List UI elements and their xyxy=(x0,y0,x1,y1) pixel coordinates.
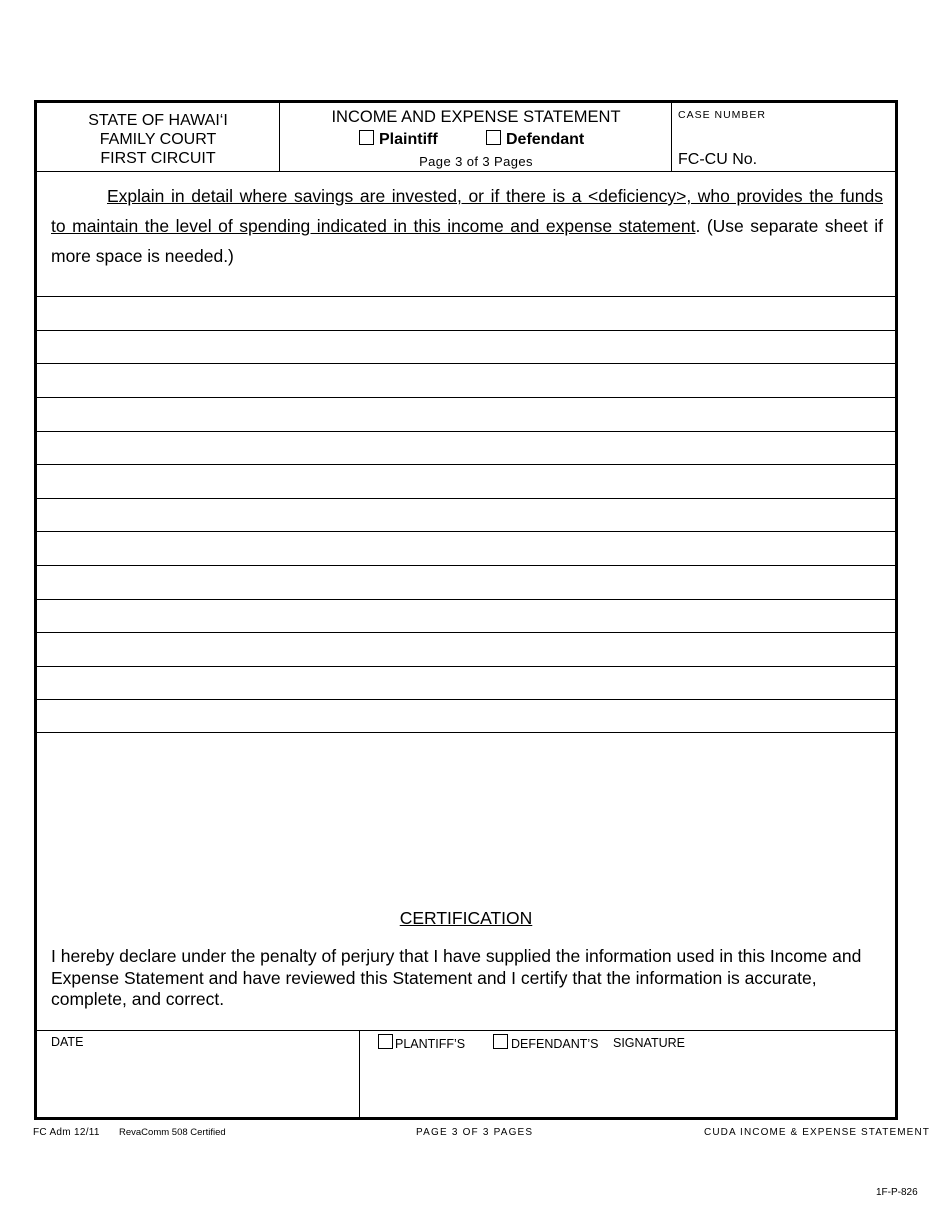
footer-certification: RevaComm 508 Certified xyxy=(119,1127,226,1138)
signature-field[interactable] xyxy=(361,1031,895,1118)
writing-line[interactable] xyxy=(37,599,895,600)
signature-label: SIGNATURE xyxy=(613,1036,685,1050)
footer-form-name: CUDA INCOME & EXPENSE STATEMENT xyxy=(704,1127,930,1138)
writing-line[interactable] xyxy=(37,666,895,667)
writing-line[interactable] xyxy=(37,397,895,398)
writing-line[interactable] xyxy=(37,699,895,700)
date-label: DATE xyxy=(51,1035,84,1049)
court-cell xyxy=(37,103,280,171)
defendant-label: Defendant xyxy=(506,131,585,148)
case-number-label: CASE NUMBER xyxy=(678,109,767,121)
writing-line[interactable] xyxy=(37,531,895,532)
footer-page-info: PAGE 3 OF 3 PAGES xyxy=(416,1127,534,1138)
signature-plaintiff-checkbox[interactable] xyxy=(378,1034,393,1049)
instructions-underlined-2: to maintain the level of spending indicated in this income and expense statement xyxy=(51,216,696,236)
certification-text: I hereby declare under the penalty of perjury that I have supplied the information used in this Income and Expense Statement and have reviewed this Statement and I certify that the information is accurate, complete, and correct. xyxy=(51,946,862,1009)
signature-defendant-option[interactable] xyxy=(493,1034,599,1051)
instructions-underlined-1: Explain in detail where savings are invested, or if there is a <deficiency>, who provides the funds xyxy=(107,186,883,206)
writing-line[interactable] xyxy=(37,464,895,465)
writing-line[interactable] xyxy=(37,565,895,566)
certification-heading: CERTIFICATION xyxy=(399,908,533,928)
case-number-field[interactable]: FC-CU No. xyxy=(678,151,758,168)
date-field[interactable] xyxy=(37,1031,360,1118)
title-cell xyxy=(281,103,672,171)
writing-line[interactable] xyxy=(37,498,895,499)
form-title: INCOME AND EXPENSE STATEMENT xyxy=(331,108,621,126)
footer-form-id: FC Adm 12/11 xyxy=(33,1127,100,1138)
writing-line[interactable] xyxy=(37,632,895,633)
defendant-checkbox[interactable] xyxy=(486,130,501,145)
plaintiff-checkbox[interactable] xyxy=(359,130,374,145)
defendant-option[interactable] xyxy=(486,130,584,149)
writing-line[interactable] xyxy=(37,732,895,733)
writing-line[interactable] xyxy=(37,363,895,364)
court-state: STATE OF HAWAI‘I xyxy=(88,112,228,129)
writing-line[interactable] xyxy=(37,296,895,297)
signature-defendant-label: DEFENDANT’S xyxy=(511,1037,599,1051)
form-code: 1F-P-826 xyxy=(876,1187,918,1198)
court-circuit: FIRST CIRCUIT xyxy=(100,150,216,167)
writing-line[interactable] xyxy=(37,330,895,331)
plaintiff-label: Plaintiff xyxy=(379,131,438,148)
page-info: Page 3 of 3 Pages xyxy=(419,154,533,169)
signature-defendant-checkbox[interactable] xyxy=(493,1034,508,1049)
signature-plaintiff-label: PLANTIFF’S xyxy=(395,1037,466,1051)
writing-line[interactable] xyxy=(37,431,895,432)
case-number-cell[interactable] xyxy=(672,103,895,171)
instructions-text xyxy=(51,181,883,271)
court-name: FAMILY COURT xyxy=(99,131,217,148)
instructions-note: . (Use separate sheet if more space is needed.) xyxy=(51,216,884,266)
form-page xyxy=(34,100,898,1120)
form-header xyxy=(37,103,895,172)
plaintiff-option[interactable] xyxy=(359,130,438,149)
signature-block xyxy=(37,1030,895,1118)
signature-plaintiff-option[interactable] xyxy=(378,1034,465,1051)
